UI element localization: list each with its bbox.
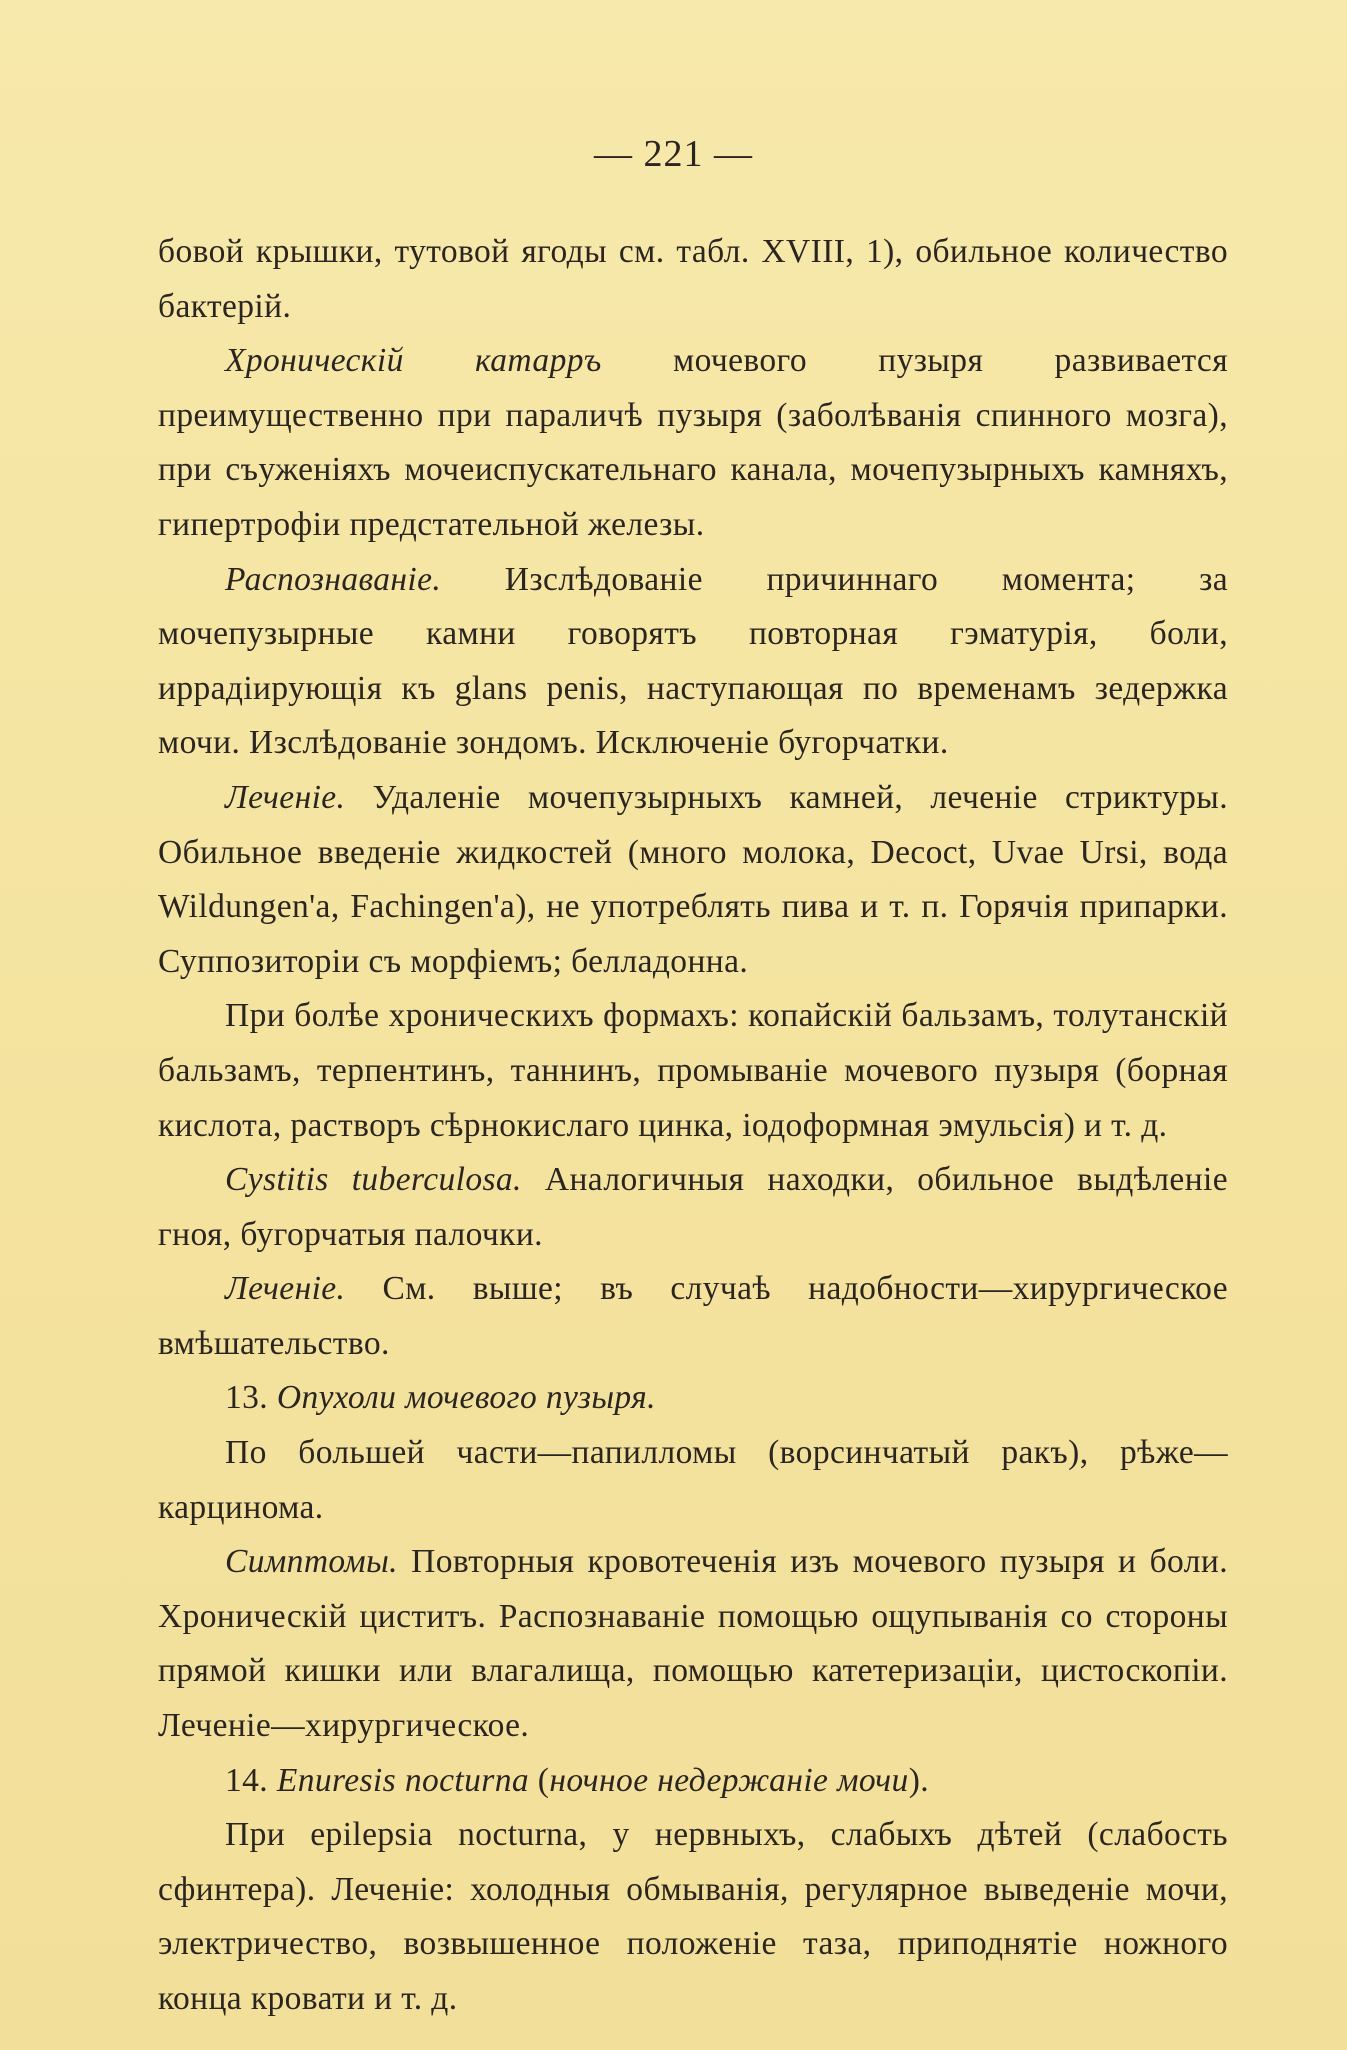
- paragraph-treatment: [158, 771, 1228, 989]
- paragraph-text: Аналогичныя находки, обильное выдѣленіе гноя, бугорчатыя палочки.: [158, 1161, 1228, 1253]
- paragraph-chronic-forms: [158, 989, 1228, 1153]
- parenthesis-close: ).: [908, 1761, 930, 1799]
- paragraph-text: При болѣе хроническихъ формахъ: копайскій бальзамъ, толутанскій бальзамъ, терпентинъ, таннинъ, промываніе мочевого пузыря (борная кислота, растворъ сѣрнокислаго цинка, іодоформная эмульсія) и т. д.: [158, 997, 1228, 1144]
- paragraph-enuresis-treatment: [158, 1808, 1228, 2026]
- section-14-heading: [158, 1754, 1228, 1809]
- parenthesis-open: (: [529, 1761, 550, 1799]
- paragraph-treatment-2: [158, 1262, 1228, 1371]
- section-gloss: ночное недержаніе мочи: [549, 1761, 909, 1799]
- paragraph-text: При epilepsia nocturna, у нервныхъ, слабыхъ дѣтей (слабость сфинтера). Леченіе: холодныя обмыванія, регулярное выведеніе мочи, электричество, возвышенное положеніе таза, приподнятіе ножного конца кровати и т. д.: [158, 1816, 1228, 2017]
- paragraph-text: По большей части—папилломы (ворсинчатый ракъ), рѣже—карцинома.: [158, 1434, 1228, 1526]
- italic-heading: Cystitis tuberculosa.: [225, 1161, 522, 1199]
- page-number: — 221 —: [594, 133, 753, 175]
- section-number: 13.: [225, 1379, 269, 1417]
- italic-heading: Леченіе.: [225, 778, 346, 816]
- italic-heading: Леченіе.: [225, 1270, 346, 1308]
- italic-heading: Симптомы.: [225, 1543, 398, 1581]
- italic-heading: Распознаваніе.: [225, 560, 442, 598]
- paragraph-text: Изслѣдованіе причиннаго момента; за мочепузырные камни говорятъ повторная гэматурія, боли, иррадіирующія къ glans penis, наступающая по временамъ зедержка мочи. Изслѣдованіе зондомъ. Исключеніе бугорчатки.: [158, 560, 1228, 762]
- page-body: [158, 225, 1228, 2027]
- section-title: Enuresis nocturna: [276, 1761, 530, 1799]
- section-13-heading: [158, 1371, 1228, 1426]
- section-title: Опухоли мочевого пузыря.: [276, 1379, 656, 1417]
- paragraph-text: Повторныя кровотеченія изъ мочевого пузыря и боли. Хроническій циститъ. Распознаваніе помощью ощупыванія со стороны прямой кишки или влагалища, помощью катетеризаціи, цистоскопіи. Леченіе—хирургическое.: [158, 1543, 1228, 1745]
- italic-heading: Хроническій катарръ: [225, 342, 602, 380]
- paragraph-text: бовой крышки, тутовой ягоды см. табл. XVIII, 1), обильное количество бактерій.: [158, 233, 1228, 325]
- paragraph-papillomas: [158, 1426, 1228, 1535]
- paragraph-1: [158, 225, 1228, 334]
- paragraph-symptoms: [158, 1535, 1228, 1753]
- paragraph-text: См. выше; въ случаѣ надобности—хирургическое вмѣшательство.: [158, 1270, 1228, 1362]
- paragraph-cystitis-tuberculosa: [158, 1153, 1228, 1262]
- section-number: 14.: [225, 1761, 269, 1799]
- paragraph-text: мочевого пузыря развивается преимущественно при параличѣ пузыря (заболѣванія спинного мозга), при съуженіяхъ мочеиспускательнаго канала, мочепузырныхъ камняхъ, гипертрофіи предстательной железы.: [158, 342, 1228, 543]
- paragraph-chronic-catarrh: [158, 334, 1228, 552]
- paragraph-text: Удаленіе мочепузырныхъ камней, леченіе стриктуры. Обильное введеніе жидкостей (много молока, Decoct, Uvae Ursi, вода Wildungen'a, Fachingen'a), не употреблять пива и т. п. Горячія припарки. Суппозиторіи съ морфіемъ; белладонна.: [158, 778, 1228, 980]
- paragraph-diagnosis: [158, 553, 1228, 771]
